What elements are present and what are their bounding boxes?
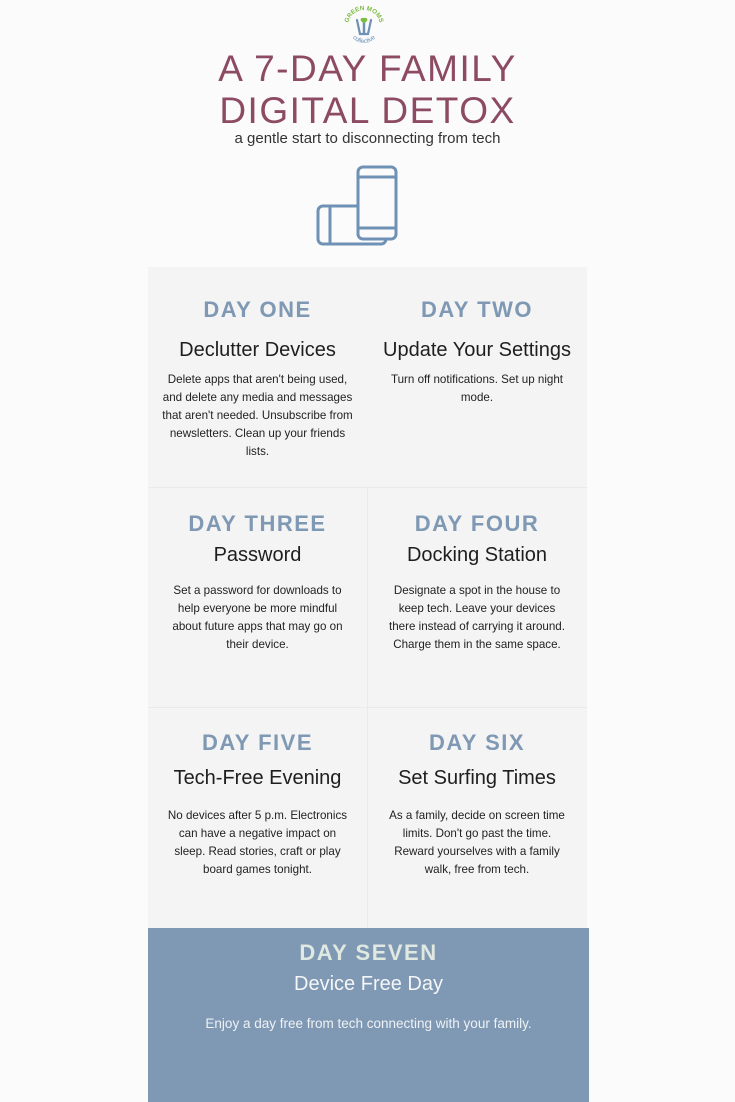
day-label: DAY SIX: [428, 730, 526, 755]
green-moms-collective-logo: [342, 4, 386, 48]
day-heading: Set Surfing Times: [398, 767, 556, 789]
day-description: Delete apps that aren't being used, and delete any media and messages that aren't needed. Unsubscribe from newsletters. Clean up your friends lists.: [162, 373, 353, 458]
day-label: DAY THREE: [188, 511, 327, 536]
page-title-line1: A 7-DAY FAMILY: [218, 48, 517, 89]
day-heading: Declutter Devices: [179, 339, 336, 361]
day-label: DAY SEVEN: [299, 940, 438, 965]
day-card-six: [367, 730, 587, 879]
day-description: Turn off notifications. Set up night mode.: [390, 373, 564, 404]
day-card-two: [367, 297, 587, 407]
day-card-five: [148, 730, 367, 879]
logo-text-top: GREEN MOMS: [343, 4, 385, 24]
day-heading: Tech-Free Evening: [173, 767, 342, 789]
day-label: DAY FIVE: [201, 730, 314, 755]
day-description: Designate a spot in the house to keep tech. Leave your devices there instead of carrying it around. Charge them in the same space.: [389, 584, 565, 651]
svg-text:collective: [351, 34, 377, 45]
days-grid: [148, 267, 587, 928]
day-heading: Docking Station: [406, 544, 548, 566]
page-subtitle: a gentle start to disconnecting from tech: [234, 130, 501, 147]
day-card-three: [148, 511, 367, 654]
day-label: DAY FOUR: [414, 511, 540, 536]
day-heading: Update Your Settings: [383, 339, 571, 361]
day-description: As a family, decide on screen time limits. Don't go past the time. Reward yourselves with a family walk, free from tech.: [389, 809, 565, 876]
day-heading: Password: [213, 544, 302, 566]
day-description: Set a password for downloads to help everyone be more mindful about future apps that may go on their device.: [172, 584, 343, 651]
day-card-four: [367, 511, 587, 654]
day-description: No devices after 5 p.m. Electronics can have a negative impact on sleep. Read stories, craft or play board games tonight.: [167, 809, 348, 876]
page-title-line2: DIGITAL DETOX: [219, 90, 516, 131]
day-label: DAY TWO: [421, 297, 533, 322]
day-heading: Device Free Day: [294, 973, 443, 995]
phones-icon: [314, 164, 402, 248]
day-card-seven: [148, 928, 589, 1102]
day-description: Enjoy a day free from tech connecting with your family.: [205, 1016, 532, 1031]
day-label: DAY ONE: [203, 297, 312, 322]
day-card-one: [148, 297, 367, 461]
logo-text-bottom: collective: [351, 34, 377, 46]
